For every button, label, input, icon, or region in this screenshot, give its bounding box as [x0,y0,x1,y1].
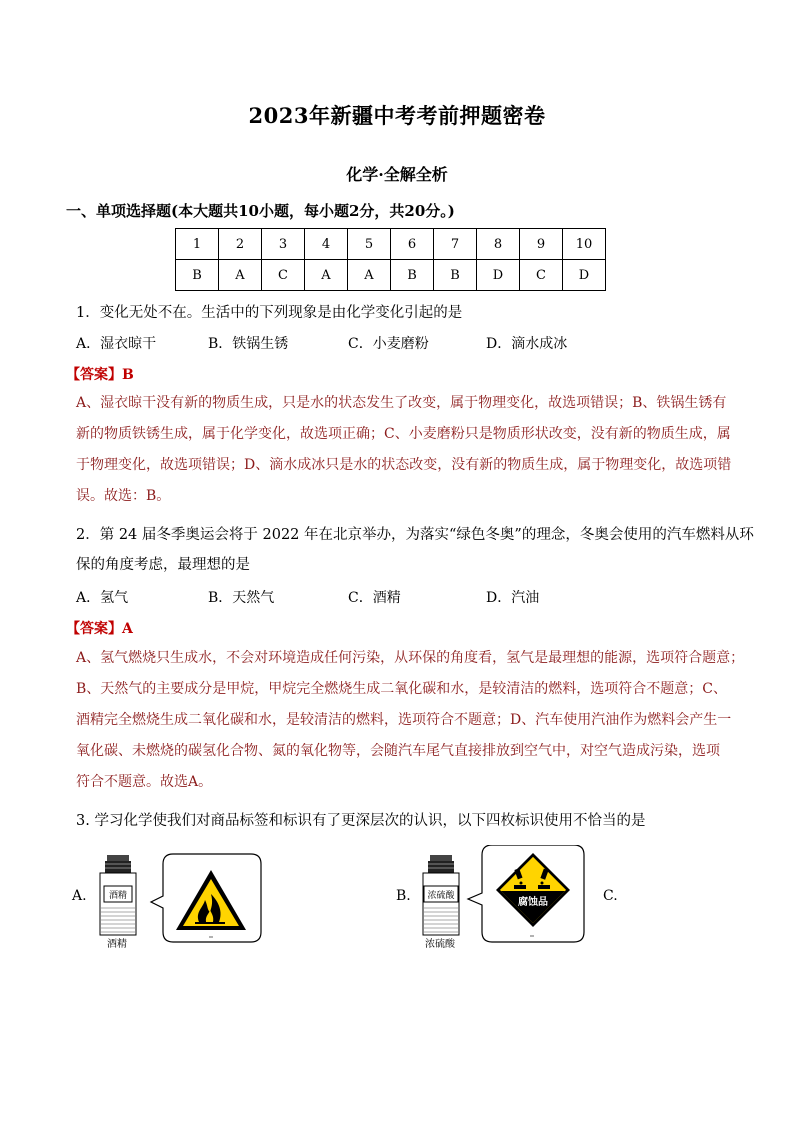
answer-value: A [122,621,133,637]
q3-figure-a [95,850,265,950]
table-cell: B [176,260,219,291]
bottle-caption-text: 浓硫酸 [425,939,455,950]
explanation-line: 符合不题意。故选A。 [76,774,213,790]
table-cell: 2 [219,229,262,260]
corrosive-sign-text: 腐蚀品 [518,897,548,908]
q1-answer [66,364,134,384]
table-cell: 8 [477,229,520,260]
table-cell: 6 [391,229,434,260]
q1-option-c: C．小麦磨粉 [348,336,429,352]
table-cell: D [563,260,606,291]
q2-option-c: C．酒精 [348,590,401,606]
table-cell: 9 [520,229,563,260]
explanation-line: 新的物质铁锈生成，属于化学变化，故选项正确；C、小麦磨粉只是物质形状改变，没有新的物质生成，属 [76,426,731,442]
q1-stem: 1．变化无处不在。生活中的下列现象是由化学变化引起的是 [76,305,463,321]
table-cell: A [305,260,348,291]
explanation-line: 于物理变化，故选项错误；D、滴水成冰只是水的状态改变，没有新的物质生成，属于物理变化，故选项错 [76,457,732,473]
q3-figure-b [418,845,588,950]
table-cell: 7 [434,229,477,260]
table-cell: 4 [305,229,348,260]
table-cell: C [520,260,563,291]
table-cell: 3 [262,229,305,260]
explanation-line: A、氢气燃烧只生成水，不会对环境造成任何污染，从环保的角度看，氢气是最理想的能源，选项符合题意； [76,650,745,666]
answer-table-answers-row [176,260,606,291]
q3-option-b-label: B. [396,888,411,904]
q2-option-a: A．氢气 [76,590,129,606]
explanation-line: B、天然气的主要成分是甲烷，甲烷完全燃烧生成二氧化碳和水，是较清洁的燃料，选项符合不题意；C、 [76,681,727,697]
q2-stem-line-2: 保的角度考虑，最理想的是 [76,557,250,573]
explanation-line: 氧化碳、未燃烧的碳氢化合物、氮的氧化物等，会随汽车尾气直接排放到空气中，对空气造成污染，选项 [76,743,720,759]
page-title: 2023年新疆中考考前押题密卷 [248,103,546,128]
answer-value: B [122,367,134,383]
q3-option-c-label: C. [603,888,618,904]
q2-explanation [76,643,745,798]
table-cell: 5 [348,229,391,260]
table-cell: D [477,260,520,291]
bottle-caption-text: 酒精 [107,939,127,950]
q2-option-d: D．汽油 [486,590,540,606]
bottle-label-text: 酒精 [108,891,128,901]
q1-explanation [76,388,732,512]
explanation-line: 酒精完全燃烧生成二氧化碳和水，是较清洁的燃料，选项符合不题意；D、汽车使用汽油作为燃料会产生一 [76,712,732,728]
q1-option-a: A．湿衣晾干 [76,336,157,352]
table-cell: C [262,260,305,291]
q2-answer [66,618,133,638]
explanation-line: 误。故选：B。 [76,488,171,504]
section-heading: 一、单项选择题(本大题共10小题，每小题2分，共20分。) [66,202,455,220]
table-cell: 1 [176,229,219,260]
q2-option-b: B．天然气 [208,590,275,606]
answer-table-numbers-row [176,229,606,260]
q1-option-b: B．铁锅生锈 [208,336,289,352]
q3-option-a-label: A. [72,888,87,904]
table-cell: A [219,260,262,291]
answer-table [175,228,606,291]
answer-label: 【答案】 [66,621,122,637]
page-subtitle: 化学·全解全析 [346,165,448,184]
q1-option-d: D．滴水成冰 [486,336,568,352]
table-cell: 10 [563,229,606,260]
explanation-line: A、湿衣晾干没有新的物质生成，只是水的状态发生了改变，属于物理变化，故选项错误；B、铁锅生锈有 [76,395,727,411]
table-cell: B [434,260,477,291]
q2-stem-line-1: 2．第 24 届冬季奥运会将于 2022 年在北京举办，为落实“绿色冬奥”的理念，冬奥会使用的汽车燃料从环 [76,527,754,543]
q3-stem: 3. 学习化学使我们对商品标签和标识有了更深层次的认识，以下四枚标识使用不恰当的是 [76,813,646,829]
bottle-label-text: 浓硫酸 [427,891,455,901]
answer-label: 【答案】 [66,367,122,383]
table-cell: B [391,260,434,291]
table-cell: A [348,260,391,291]
